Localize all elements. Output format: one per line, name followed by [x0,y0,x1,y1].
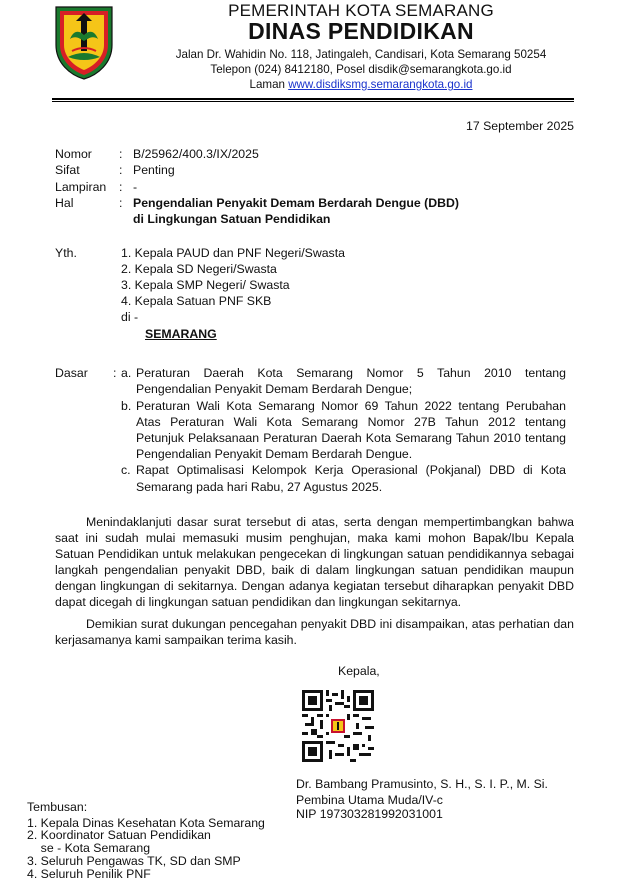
dasar-line: Semarang pada hari Rabu, 27 Agustus 2025. [136,480,383,494]
dasar-line: Rapat Optimalisasi Kelompok Kerja Operasional (Pokjanal) DBD di Kota [136,463,566,477]
dasar-sep: : [113,366,117,380]
qr-code-signature-icon [302,690,374,762]
cc-label: Tembusan: [27,800,88,814]
address: Jalan Dr. Wahidin No. 118, Jatingaleh, Candisari, Kota Semarang 50254 [175,48,547,61]
body-p1-line: saat ini sudah mulai memasuki musim penghujan, maka kami mohon Bapak/Ibu Kepala [55,531,574,545]
meta-sep: : [119,163,123,177]
body-p1-line: langkah pengendalian penyakit DBD, baik di dalam lingkungan satuan pendidikan maupun [55,563,574,577]
website-link[interactable]: www.disdiksmg.semarangkota.go.id [288,78,473,91]
body-p1-line: dengan lingkungan di sekitarnya. Dengan adanya kegiatan tersebut diharapkan penyakit DBD [55,579,574,593]
recipient-item: 2. Kepala SD Negeri/Swasta [121,262,277,276]
dasar-line: Peraturan Wali Kota Semarang Nomor 69 Tahun 2022 tentang Perubahan [136,399,566,413]
body-p1-line: dapat dicegah di lingkungan satuan pendidikan dan lingkungan sekitarnya. [55,595,462,609]
meta-value-nomor: B/25962/400.3/IX/2025 [133,147,259,161]
meta-label-nomor: Nomor [55,147,92,161]
meta-value-hal: Pengendalian Penyakit Demam Berdarah Dengue (DBD) [133,196,459,210]
letterhead-rule [52,98,574,100]
meta-label-sifat: Sifat [55,163,80,177]
org-name: PEMERINTAH KOTA SEMARANG [228,1,494,20]
body-p2-line: Demikian surat dukungan pencegahan penyakit DBD ini disampaikan, atas perhatian dan [86,617,574,631]
recipient-di: di - [121,310,139,324]
phone-email: Telepon (024) 8412180, Posel disdik@semarangkota.go.id [210,63,512,76]
dasar-marker: b. [121,399,132,413]
meta-label-lampiran: Lampiran [55,180,107,194]
cc-item: 2. Koordinator Satuan Pendidikan [27,828,211,842]
semarang-city-crest-icon [52,5,116,81]
dasar-line: Pengendalian Penyakit Demam Berdarah Dengue; [136,382,413,396]
cc-item: 1. Kepala Dinas Kesehatan Kota Semarang [27,816,265,830]
meta-sep: : [119,180,123,194]
cc-item: 3. Seluruh Pengawas TK, SD dan SMP [27,854,241,868]
signatory-rank: Pembina Utama Muda/IV-c [296,793,443,807]
meta-sep: : [119,147,123,161]
cc-item: 4. Seluruh Penilik PNF [27,867,151,881]
meta-label-hal: Hal [55,196,74,210]
meta-value-lampiran: - [133,180,138,194]
body-p1-line: Satuan Pendidikan untuk melakukan pengecekan di lingkungan satuan pendidikannya sebagai [55,547,574,561]
recipient-city: SEMARANG [145,327,217,341]
letter-date: 17 September 2025 [466,119,575,133]
dept-name: DINAS PENDIDIKAN [248,18,474,44]
body-p1-line: Menindaklanjuti dasar surat tersebut di atas, serta dengan mempertimbangkan bahwa [86,515,574,529]
meta-value-sifat: Penting [133,163,175,177]
dasar-line: Pengendalian Penyakit Demam Berdarah Dengue. [136,447,413,461]
recipient-item: 1. Kepala PAUD dan PNF Negeri/Swasta [121,246,345,260]
cc-item: se - Kota Semarang [27,841,151,855]
recipient-item: 3. Kepala SMP Negeri/ Swasta [121,278,290,292]
signature-title: Kepala, [338,664,380,678]
meta-value-hal-line2: di Lingkungan Satuan Pendidikan [133,212,331,226]
letterhead-rule-thin [52,101,574,102]
dasar-marker: c. [121,463,131,477]
dasar-line: Peraturan Daerah Kota Semarang Nomor 5 Tahun 2010 tentang [136,366,566,380]
meta-sep: : [119,196,123,210]
recipients-label: Yth. [55,246,77,260]
signatory-name: Dr. Bambang Pramusinto, S. H., S. I. P., M. Si. [296,777,548,791]
dasar-line: Atas Peraturan Wali Kota Semarang Nomor 27B Tahun 2012 tentang [136,415,566,429]
recipient-item: 4. Kepala Satuan PNF SKB [121,294,272,308]
signatory-nip: NIP 197303281992031001 [296,807,443,821]
dasar-line: Petunjuk Pelaksanaan Peraturan Daerah Kota Semarang Tahun 2010 tentang [136,431,566,445]
website-line [120,78,602,91]
website-prefix: Laman [249,78,289,91]
dasar-label: Dasar [55,366,88,380]
dasar-marker: a. [121,366,132,380]
body-p2-line: kerjasamanya kami sampaikan terima kasih. [55,633,297,647]
